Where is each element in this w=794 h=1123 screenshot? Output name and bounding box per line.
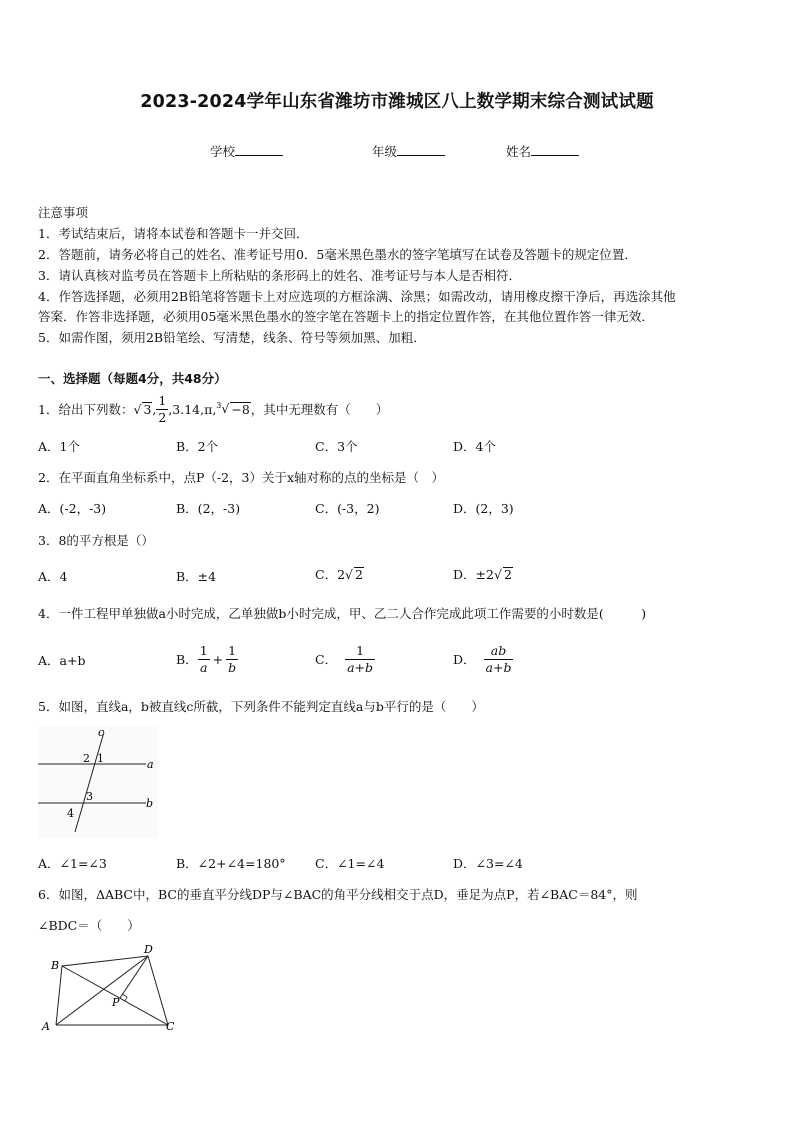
question-5: 5．如图，直线a，b被直线c所截，下列条件不能判定直线a与b平行的是（ ） xyxy=(38,699,484,714)
numerator: ab xyxy=(484,643,514,660)
numerator: 1 xyxy=(158,392,167,408)
option-a[interactable]: A．4 xyxy=(38,569,68,584)
denominator: a xyxy=(199,659,208,675)
option-a[interactable]: A．a+b xyxy=(38,653,86,668)
q1-prefix: 1．给出下列数： xyxy=(38,402,134,417)
school-blank xyxy=(235,145,283,156)
option-a[interactable]: A．(-2，-3) xyxy=(38,501,107,516)
grade-label: 年级 xyxy=(372,144,398,159)
option-d[interactable]: D．4个 xyxy=(453,439,496,454)
option-b[interactable]: B．∠2+∠4=180° xyxy=(176,856,286,871)
q1-suffix: ，其中无理数有（ ） xyxy=(250,402,389,417)
fraction xyxy=(226,643,238,675)
fraction xyxy=(484,643,514,675)
angle-label-4: 4 xyxy=(67,807,74,820)
note-item: 1．考试结束后，请将本试卷和答题卡一并交回． xyxy=(38,226,309,241)
parallel-lines-figure xyxy=(38,726,158,838)
label-a: a xyxy=(147,758,154,771)
comma: , xyxy=(152,401,157,417)
option-c[interactable]: C．∠1=∠4 xyxy=(315,856,385,871)
numerator: 1 xyxy=(226,643,238,660)
quadrilateral-outline xyxy=(56,956,168,1025)
denominator: 2 xyxy=(158,409,167,425)
label-D: D xyxy=(144,943,153,956)
note-item: 3．请认真核对监考员在答题卡上所粘贴的条形码上的姓名、准考证号与本人是否相符． xyxy=(38,268,521,283)
question-2: 2．在平面直角坐标系中，点P（-2，3）关于x轴对称的点的坐标是（ ） xyxy=(38,470,445,485)
name-blank xyxy=(531,145,579,156)
notes-heading: 注意事项 xyxy=(38,205,89,220)
question-4: 4．一件工程甲单独做a小时完成，乙单独做b小时完成，甲、乙二人合作完成此项工作需要的小时数是( ) xyxy=(38,606,647,621)
radicand: 3 xyxy=(143,401,152,417)
radicand: 2 xyxy=(503,567,512,582)
option-d[interactable]: D．∠3=∠4 xyxy=(453,856,523,871)
note-item: 5．如需作图，须用2B铅笔绘、写清楚，线条、符号等须加黑、加粗． xyxy=(38,330,426,345)
fraction xyxy=(345,643,375,675)
label-A: A xyxy=(42,1020,50,1033)
numerator: 1 xyxy=(345,643,375,660)
question-1 xyxy=(38,394,388,424)
option-label: D． xyxy=(453,652,476,667)
name-field xyxy=(506,142,579,160)
angle-label-1: 1 xyxy=(97,752,104,765)
option-d[interactable]: D．(2，3) xyxy=(453,501,514,516)
label-c: c xyxy=(98,726,105,739)
option-c[interactable] xyxy=(315,639,375,679)
triangle-figure xyxy=(38,940,188,1036)
option-label: C． xyxy=(315,652,338,667)
option-b[interactable]: B．2个 xyxy=(176,439,219,454)
school-label: 学校 xyxy=(210,144,236,159)
name-label: 姓名 xyxy=(506,144,532,159)
section-heading: 一、选择题（每题4分，共48分） xyxy=(38,371,227,386)
option-a[interactable]: A．∠1=∠3 xyxy=(38,856,107,871)
option-c[interactable]: C．(-3，2) xyxy=(315,501,380,516)
label-C: C xyxy=(166,1020,175,1033)
figure-background xyxy=(38,726,158,838)
coefficient: ±2 xyxy=(475,567,494,582)
option-label: D． xyxy=(453,567,476,582)
radicand: 2 xyxy=(355,567,363,582)
sqrt-expr: √ 3 xyxy=(133,401,152,417)
label-b: b xyxy=(146,797,154,810)
option-c[interactable]: C．3个 xyxy=(315,439,358,454)
option-d[interactable]: D．±2√ 2 xyxy=(453,567,512,582)
root-index: 3 xyxy=(216,401,222,411)
radicand: −8 xyxy=(231,401,250,417)
option-b[interactable]: B．(2，-3) xyxy=(176,501,241,516)
label-B: B xyxy=(51,959,60,972)
segment-dp xyxy=(120,956,148,998)
question-3: 3．8的平方根是（） xyxy=(38,533,154,548)
denominator: a+b xyxy=(347,659,374,675)
angle-label-2: 2 xyxy=(83,752,90,765)
denominator: b xyxy=(228,659,237,675)
school-field xyxy=(210,142,283,160)
option-c[interactable]: C．2√ 2 xyxy=(315,567,363,582)
option-b[interactable] xyxy=(176,639,238,679)
denominator: a+b xyxy=(485,659,512,675)
grade-blank xyxy=(397,145,445,156)
grade-field xyxy=(372,142,445,160)
note-item: 2．答题前，请务必将自己的姓名、准考证号用0．5毫米黑色墨水的签字笔填写在试卷及答题卡的规定位置． xyxy=(38,247,637,262)
note-item: 4．作答选择题，必须用2B铅笔将答题卡上对应选项的方框涂满、涂黑；如需改动，请用橡皮擦干净后，再选涂其他 xyxy=(38,289,676,304)
fraction xyxy=(156,393,168,425)
note-item: 答案．作答非选择题，必须用05毫米黑色墨水的签字笔在答题卡上的指定位置作答，在其他位置作答一律无效． xyxy=(38,309,654,324)
question-6-line2: ∠BDC＝（ ） xyxy=(38,918,140,933)
plus-sign: + xyxy=(212,651,224,667)
option-b[interactable]: B．±4 xyxy=(176,569,217,584)
cube-root-expr: $^3$√ −8 xyxy=(216,401,250,417)
fraction xyxy=(198,643,210,675)
option-d[interactable] xyxy=(453,639,513,679)
coefficient: 2 xyxy=(337,567,346,582)
segment-ad xyxy=(56,956,148,1025)
question-6-line1: 6．如图，ΔABC中，BC的垂直平分线DP与∠BAC的角平分线相交于点D，垂足为点P，若∠BAC＝84°，则 xyxy=(38,887,638,902)
label-P: P xyxy=(112,996,120,1009)
page-title: 2023-2024学年山东省潍坊市潍城区八上数学期末综合测试试题 xyxy=(140,92,654,112)
angle-label-3: 3 xyxy=(86,790,93,803)
option-label: C． xyxy=(315,567,338,582)
option-label: B． xyxy=(176,652,198,667)
option-a[interactable]: A．1个 xyxy=(38,439,80,454)
q1-mid: ,3.14,π, xyxy=(168,401,217,417)
numerator: 1 xyxy=(199,642,208,658)
